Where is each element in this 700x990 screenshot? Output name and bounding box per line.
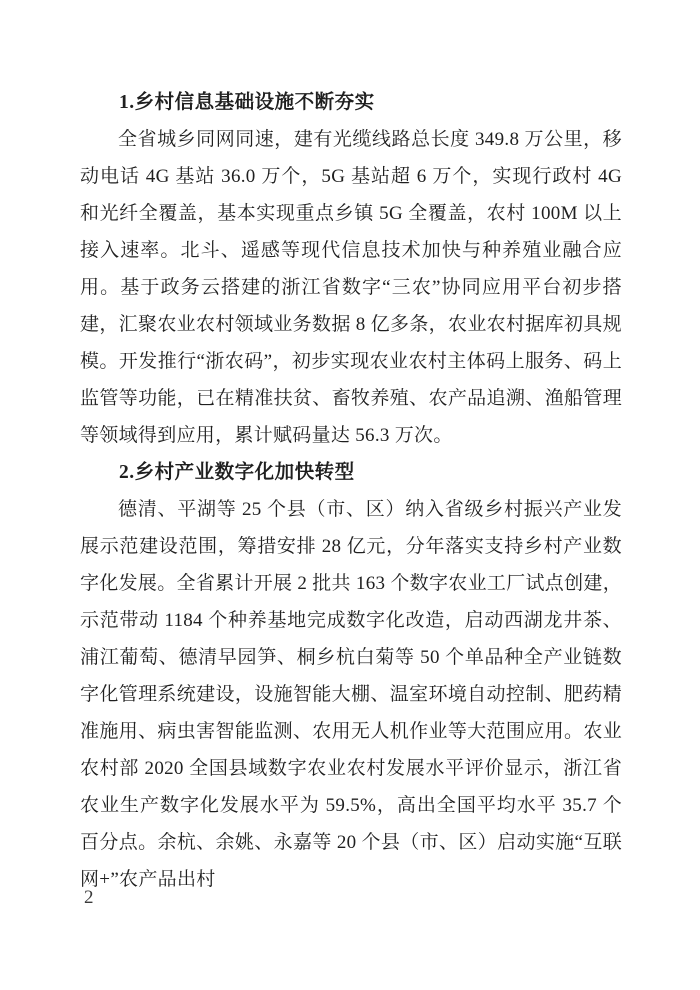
section-1-heading: 1.乡村信息基础设施不断夯实	[119, 92, 375, 113]
page-content	[80, 84, 622, 898]
page-number: 2	[84, 887, 94, 908]
section-2-heading: 2.乡村产业数字化加快转型	[119, 462, 355, 483]
section-2-paragraph: 德清、平湖等 25 个县（市、区）纳入省级乡村振兴产业发展示范建设范围，筹措安排 28 亿元，分年落实支持乡村产业数字化发展。全省累计开展 2 批共 163 个数字农业工厂试点创建，示范带动 1184 个种养基地完成数字化改造，启动西湖龙井茶、浦江葡萄、德清早园笋、桐乡杭白菊等 50 个单品种全产业链数字化管理系统建设，设施智能大棚、温室环境自动控制、肥药精准施用、病虫害智能监测、农用无人机作业等大范围应用。农业农村部 2020 全国县域数字农业农村发展水平评价显示，浙江省农业生产数字化发展水平为 59.5%，高出全国平均水平 35.7 个百分点。余杭、余姚、永嘉等 20 个县（市、区）启动实施“互联网+”农产品出村	[80, 499, 622, 890]
section-1-paragraph: 全省城乡同网同速，建有光缆线路总长度 349.8 万公里，移动电话 4G 基站 36.0 万个，5G 基站超 6 万个，实现行政村 4G 和光纤全覆盖，基本实现重点乡镇 5G 全覆盖，农村 100M 以上接入速率。北斗、遥感等现代信息技术加快与种养殖业融合应用。基于政务云搭建的浙江省数字“三农”协同应用平台初步搭建，汇聚农业农村领域业务数据 8 亿多条，农业农村据库初具规模。开发推行“浙农码”，初步实现农业农村主体码上服务、码上监管等功能，已在精准扶贫、畜牧养殖、农产品追溯、渔船管理等领域得到应用，累计赋码量达 56.3 万次。	[80, 129, 622, 446]
